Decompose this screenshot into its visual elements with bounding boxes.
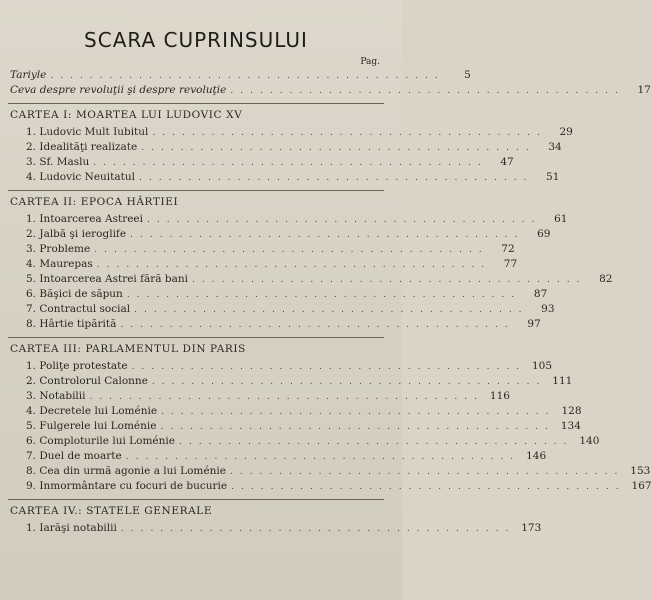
toc-entry-page: 77: [503, 258, 518, 270]
toc-entry-page: 97: [527, 318, 541, 330]
toc-entry-title: 8. Hârtie tipărită: [26, 318, 117, 330]
toc-entry-title: 5. Intoarcerea Astrei fără bani: [26, 273, 188, 285]
section-divider: [8, 499, 384, 500]
toc-entry-title: 1. Poliţe protestate: [26, 360, 128, 372]
toc-entry-title: 7. Contractul social: [26, 303, 131, 315]
toc-entry-page: 17: [637, 84, 651, 96]
section-heading: CARTEA II: EPOCA HÂRTIEI: [10, 196, 179, 208]
toc-entry: [8, 242, 515, 257]
toc-entry-title: 8. Cea din urmă agonie a lui Loménie: [26, 465, 226, 477]
toc-entry-title: Tariyle: [10, 69, 47, 81]
toc-entry: [8, 287, 548, 302]
toc-entry: [8, 359, 553, 374]
toc-entry: [8, 419, 581, 434]
toc-entry-title: 9. Inmormântare cu focuri de bucurie: [26, 480, 228, 492]
toc-entry-page: 61: [554, 213, 568, 225]
dot-leader: ........................................: [141, 143, 536, 153]
toc-entry: [8, 227, 551, 242]
toc-entry-page: 72: [501, 243, 515, 255]
table-of-contents: [8, 68, 652, 536]
dot-leader: ........................................: [231, 482, 626, 492]
section-heading: CARTEA III: PARLAMENTUL DIN PARIS: [10, 343, 246, 355]
toc-entry-page: 29: [559, 126, 573, 138]
dot-leader: ........................................: [192, 275, 587, 285]
toc-entry-title: 1. Intoarcerea Astreei: [26, 213, 144, 225]
dot-leader: ........................................: [131, 362, 527, 372]
toc-entry: [8, 140, 562, 155]
toc-entry-title: 6. Băşici de săpun: [26, 288, 123, 300]
toc-entry: [8, 521, 542, 536]
section-divider: [8, 103, 384, 104]
section-heading: CARTEA I: MOARTEA LUI LUDOVIC XV: [10, 109, 243, 121]
toc-entry: [8, 317, 541, 332]
section-heading: CARTEA IV.: STATELE GENERALE: [10, 505, 213, 517]
toc-entry: [8, 464, 651, 479]
dot-leader: ........................................: [125, 452, 521, 462]
toc-entry-page: 51: [546, 171, 560, 183]
toc-entry: [8, 272, 613, 287]
toc-entry: [8, 434, 600, 449]
toc-entry: [8, 257, 518, 272]
toc-entry-page: 128: [561, 405, 582, 417]
toc-entry-title: 3. Sf. Maslu: [26, 156, 90, 168]
toc-entry-page: 93: [541, 303, 555, 315]
dot-leader: ........................................: [120, 524, 516, 534]
toc-entry: [8, 68, 471, 83]
toc-entry-page: 173: [521, 522, 542, 534]
toc-entry-page: 140: [579, 435, 600, 447]
toc-entry: [8, 479, 652, 494]
toc-entry-page: 69: [537, 228, 551, 240]
toc-entry: [8, 155, 514, 170]
toc-entry: [8, 170, 560, 185]
toc-entry: [8, 389, 510, 404]
toc-entry-title: 4. Maurepas: [26, 258, 93, 270]
toc-entry: [8, 125, 573, 140]
toc-entry-title: 4. Ludovic Neuitatul: [26, 171, 135, 183]
toc-entry-page: 82: [599, 273, 613, 285]
toc-entry-title: Ceva despre revoluţii şi despre revoluţie: [10, 84, 227, 96]
page-column-label: Pag.: [360, 57, 380, 67]
dot-leader: ........................................: [134, 305, 529, 315]
dot-leader: ........................................: [96, 260, 492, 270]
toc-entry-page: 34: [548, 141, 562, 153]
dot-leader: ........................................: [160, 422, 555, 432]
toc-entry-page: 111: [552, 375, 573, 387]
page-title: SCARA CUPRINSULUI: [84, 28, 308, 52]
toc-entry: [8, 302, 555, 317]
toc-entry: [8, 449, 547, 464]
dot-leader: ........................................: [130, 230, 525, 240]
dot-leader: ........................................: [50, 71, 445, 81]
toc-entry-page: 5: [464, 69, 471, 81]
dot-leader: ........................................: [93, 158, 488, 168]
toc-entry-page: 153: [630, 465, 651, 477]
toc-entry-page: 105: [532, 360, 553, 372]
toc-entry-page: 146: [526, 450, 547, 462]
dot-leader: ........................................: [161, 407, 556, 417]
toc-entry-title: 3. Notabilii: [26, 390, 86, 402]
dot-leader: ........................................: [94, 245, 489, 255]
dot-leader: ........................................: [147, 215, 542, 225]
toc-entry-page: 87: [533, 288, 548, 300]
section-divider: [8, 337, 384, 338]
toc-entry-title: 1. Ludovic Mult Iubitul: [26, 126, 149, 138]
toc-entry-title: 4. Decretele lui Loménie: [26, 405, 158, 417]
toc-entry-page: 47: [500, 156, 514, 168]
toc-entry-page: 167: [631, 480, 652, 492]
toc-entry-page: 134: [560, 420, 581, 432]
dot-leader: ........................................: [152, 128, 547, 138]
toc-entry: [8, 374, 573, 389]
section-divider: [8, 190, 384, 191]
dot-leader: ........................................: [230, 86, 625, 96]
toc-entry-title: 2. Jalbă şi ieroglife: [26, 228, 127, 240]
toc-entry: [8, 404, 582, 419]
dot-leader: ........................................: [120, 320, 515, 330]
toc-entry-title: 5. Fulgerele lui Loménie: [26, 420, 157, 432]
dot-leader: ........................................: [178, 437, 574, 447]
toc-entry: [8, 212, 568, 227]
dot-leader: ........................................: [89, 392, 484, 402]
toc-entry-title: 3. Probleme: [26, 243, 91, 255]
toc-entry-page: 116: [489, 390, 510, 402]
toc-entry-title: 6. Comploturile lui Loménie: [26, 435, 175, 447]
dot-leader: ........................................: [138, 173, 534, 183]
dot-leader: ........................................: [229, 467, 625, 477]
dot-leader: ........................................: [126, 290, 522, 300]
toc-entry: [8, 83, 651, 98]
toc-entry-title: 2. Idealităţi realizate: [26, 141, 138, 153]
dot-leader: ........................................: [151, 377, 547, 387]
toc-entry-title: 1. Iarăşi notabilii: [26, 522, 117, 534]
toc-entry-title: 2. Controlorul Calonne: [26, 375, 148, 387]
toc-entry-title: 7. Duel de moarte: [26, 450, 122, 462]
